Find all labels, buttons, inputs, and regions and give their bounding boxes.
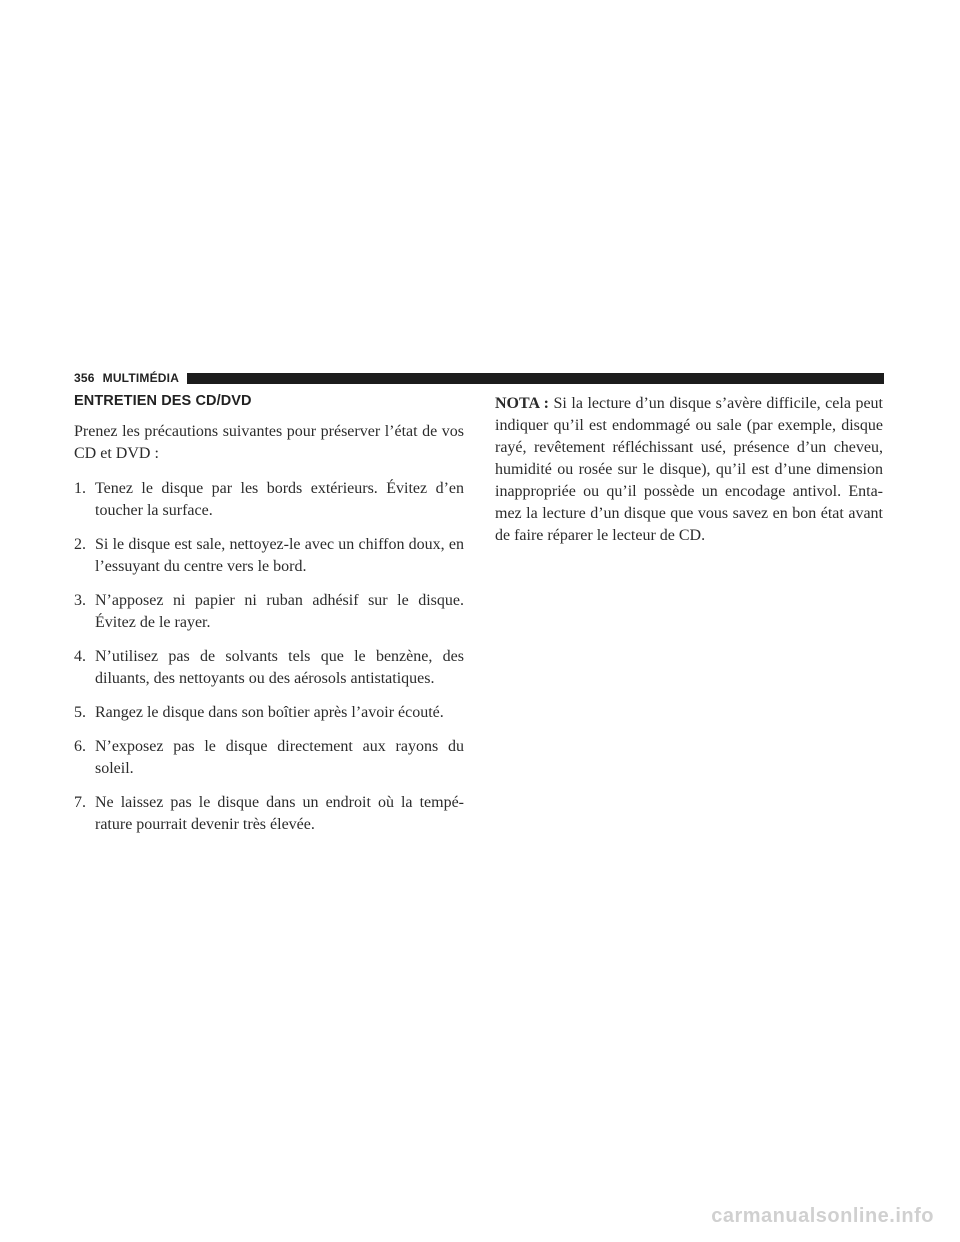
right-column <box>495 393 883 547</box>
list-item <box>74 792 464 836</box>
step-text: Tenez le disque par les bords extérieurs. Évitez d’en toucher la surface. <box>95 480 464 519</box>
step-number: 5. <box>74 704 86 721</box>
list-item <box>74 736 464 780</box>
watermark: carmanualsonline.info <box>711 1205 934 1227</box>
list-item <box>74 590 464 634</box>
step-number: 7. <box>74 794 86 811</box>
step-text: Rangez le disque dans son boîtier après l’avoir écouté. <box>95 704 444 721</box>
step-number: 3. <box>74 592 86 609</box>
page-number: 356 <box>74 371 95 385</box>
step-number: 4. <box>74 648 86 665</box>
section-name: MULTIMÉDIA <box>102 371 180 385</box>
list-item <box>74 478 464 522</box>
note-text: Si la lecture d’un disque s’avère difficile, cela peut indiquer qu’il est endommagé ou sale (par exemple, disque rayé, revêtement réfléchissant usé, présence d’un cheveu, humidité ou rosée sur le disque), qu’il est d’une dimension inappropriée ou qu’il possède un encodage antivol. Enta-mez la lecture d’un disque que vous savez en bon état avant de faire réparer le lecteur de CD. <box>495 395 883 544</box>
note-label: NOTA : <box>495 395 549 412</box>
step-text: N’exposez pas le disque directement aux rayons du soleil. <box>95 738 464 777</box>
list-item <box>74 702 464 724</box>
list-item <box>74 646 464 690</box>
step-text: N’apposez ni papier ni ruban adhésif sur le disque. Évitez de le rayer. <box>95 592 464 631</box>
page-header <box>74 370 884 386</box>
step-number: 1. <box>74 480 86 497</box>
step-number: 6. <box>74 738 86 755</box>
section-title: ENTRETIEN DES CD/DVD <box>74 393 252 409</box>
step-text: N’utilisez pas de solvants tels que le benzène, des diluants, des nettoyants ou des aérosols antistatiques. <box>95 648 464 687</box>
intro-paragraph: Prenez les précautions suivantes pour préserver l’état de vos CD et DVD : <box>74 423 464 462</box>
step-text: Ne laissez pas le disque dans un endroit où la tempé-rature pourrait devenir très élevée. <box>95 794 464 833</box>
note-paragraph <box>495 393 883 547</box>
step-number: 2. <box>74 536 86 553</box>
left-column <box>74 393 464 848</box>
list-item <box>74 534 464 578</box>
header-rule <box>187 373 884 384</box>
step-text: Si le disque est sale, nettoyez-le avec un chiffon doux, en l’essuyant du centre vers le bord. <box>95 536 464 575</box>
